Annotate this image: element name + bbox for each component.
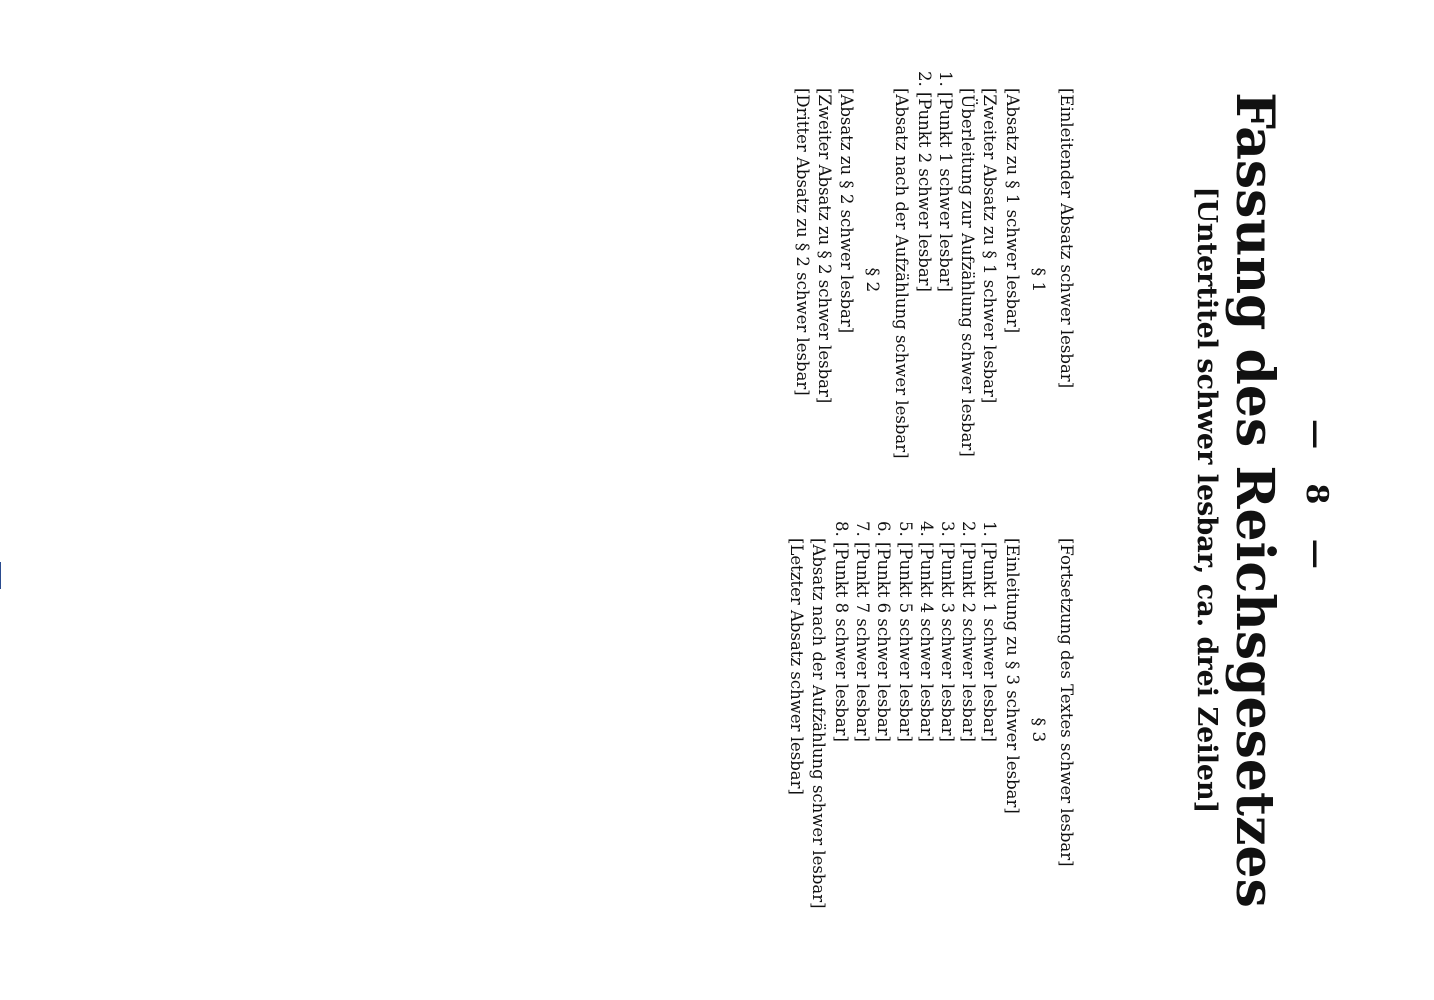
section-heading: § 1 [1027, 267, 1048, 293]
numbered-list [832, 520, 1000, 940]
list-item: 3. [Punkt 3 schwer lesbar] [938, 542, 957, 940]
section-heading: § 2 [862, 267, 883, 293]
paragraph: [Absatz nach der Aufzählung schwer lesbar] [808, 538, 828, 909]
list-item: 7. [Punkt 7 schwer lesbar] [853, 542, 872, 940]
paragraph: [Überleitung zur Aufzählung schwer lesbar] [958, 88, 978, 457]
list-item: 2. [Punkt 2 schwer lesbar] [959, 542, 978, 940]
paragraph: [Fortsetzung des Textes schwer lesbar] [1057, 538, 1076, 867]
right-column [783, 520, 1076, 940]
left-column [790, 70, 1076, 490]
paragraph: [Absatz zu § 2 schwer lesbar] [837, 88, 857, 334]
list-item: 5. [Punkt 5 schwer lesbar] [895, 542, 914, 940]
list-item: 2. [Punkt 2 schwer lesbar] [915, 92, 934, 490]
paragraph: [Letzter Absatz schwer lesbar] [786, 538, 806, 795]
list-item: 1. [Punkt 1 schwer lesbar] [980, 542, 999, 940]
dfg-logo [0, 562, 1, 589]
document-subtitle: [Untertitel schwer lesbar, ca. drei Zeilen] [1191, 186, 1222, 814]
document-title: Fassung des Reichsgesetzes [1224, 92, 1285, 908]
list-item: 1. [Punkt 1 schwer lesbar] [936, 92, 955, 490]
paragraph: [Einleitung zu § 3 schwer lesbar] [1002, 538, 1022, 814]
intro-paragraph: [Einleitender Absatz schwer lesbar] [1057, 88, 1076, 389]
numbered-list [915, 70, 955, 490]
section-heading: § 3 [1027, 717, 1048, 743]
paragraph: [Dritter Absatz zu § 2 schwer lesbar] [792, 88, 812, 396]
paragraph: [Zweiter Absatz zu § 1 schwer lesbar] [980, 88, 1000, 404]
paragraph: [Absatz nach der Aufzählung schwer lesbar] [891, 88, 911, 459]
paragraph: [Zweiter Absatz zu § 2 schwer lesbar] [814, 88, 834, 404]
page-number: — 8 — [1299, 419, 1334, 581]
paragraph: [Absatz zu § 1 schwer lesbar] [1002, 88, 1022, 334]
list-item: 8. [Punkt 8 schwer lesbar] [832, 542, 851, 940]
list-item: 4. [Punkt 4 schwer lesbar] [917, 542, 936, 940]
footer-credit [1, 94, 19, 994]
list-item: 6. [Punkt 6 schwer lesbar] [874, 542, 893, 940]
